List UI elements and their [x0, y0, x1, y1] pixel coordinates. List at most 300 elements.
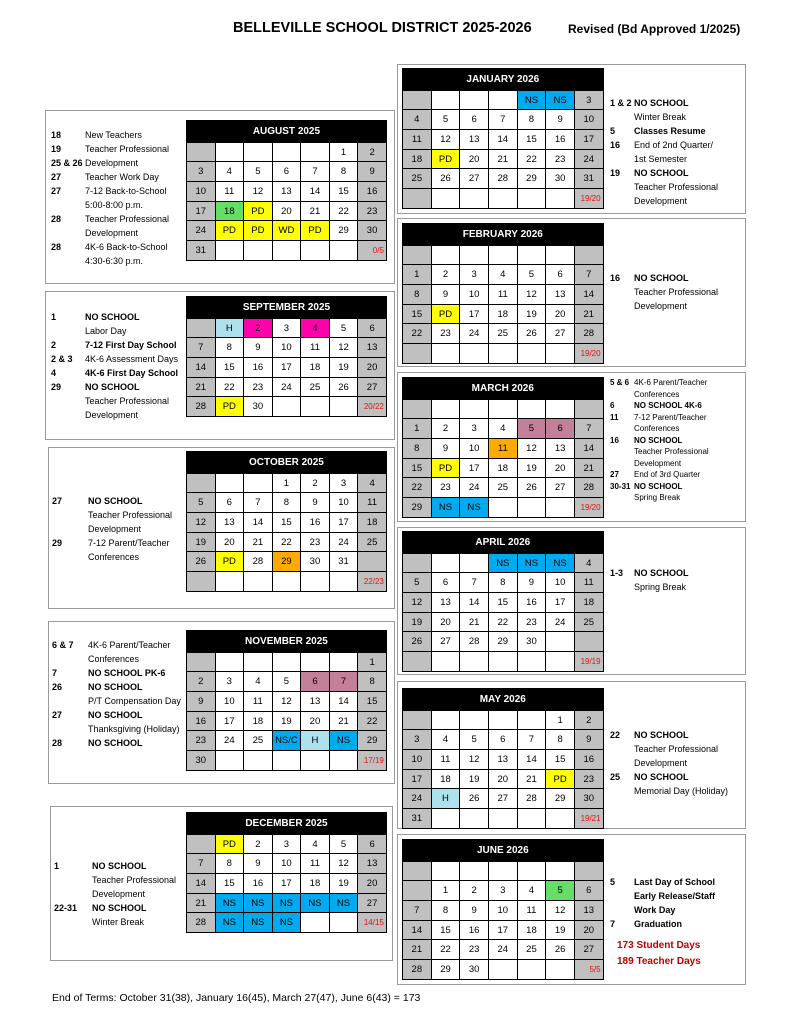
day-cell: 11	[301, 338, 330, 358]
day-count: 22/23	[358, 572, 387, 592]
day-cell: 15	[403, 304, 432, 324]
day-cell: 6	[546, 419, 575, 439]
event-row	[610, 412, 742, 424]
month-title: MARCH 2026	[403, 378, 604, 400]
day-cell	[460, 245, 489, 265]
event-row	[52, 708, 184, 722]
day-cell: 3	[215, 672, 244, 692]
event-text: 1st Semester	[634, 154, 688, 164]
event-text: NO SCHOOL	[88, 682, 143, 692]
day-cell: 29	[517, 169, 546, 189]
event-text: NO SCHOOL	[634, 772, 689, 782]
week-row	[403, 498, 604, 518]
day-cell: 13	[488, 750, 517, 770]
day-cell: PD	[244, 221, 273, 241]
day-cell: 26	[517, 324, 546, 344]
day-cell: 8	[329, 162, 358, 182]
event-text: 4K-6 Parent/Teacher	[88, 640, 171, 650]
day-cell: 8	[546, 730, 575, 750]
day-cell: 19	[403, 612, 432, 632]
day-cell: 6	[460, 110, 489, 130]
day-cell	[403, 652, 432, 672]
day-cell: 11	[403, 130, 432, 150]
week-row	[403, 901, 604, 921]
day-cell	[431, 710, 460, 730]
day-cell: NS	[517, 90, 546, 110]
event-text: Development	[634, 196, 688, 206]
day-cell: 20	[574, 920, 603, 940]
day-cell: 9	[431, 439, 460, 459]
day-cell: 15	[546, 750, 575, 770]
day-cell: 16	[301, 513, 330, 533]
day-cell: 7	[244, 493, 273, 513]
day-cell: PD	[431, 149, 460, 169]
event-row	[54, 873, 184, 887]
event-text: NO SCHOOL 4K-6	[634, 401, 702, 410]
day-cell: 7	[460, 573, 489, 593]
event-row	[610, 271, 740, 285]
day-cell: 9	[187, 692, 216, 712]
day-cell	[403, 189, 432, 209]
day-cell: 17	[574, 130, 603, 150]
event-row	[610, 285, 740, 299]
day-cell: NS	[272, 893, 301, 913]
day-cell: 7	[574, 419, 603, 439]
day-cell: 4	[488, 419, 517, 439]
day-cell: 17	[272, 358, 301, 378]
day-cell: 21	[244, 532, 273, 552]
event-date: 29	[52, 538, 63, 548]
event-row	[52, 666, 184, 680]
event-date	[610, 446, 634, 458]
day-cell: 17	[546, 593, 575, 613]
week-row	[403, 265, 604, 285]
day-cell	[488, 498, 517, 518]
event-date	[610, 742, 634, 756]
day-cell: 19	[517, 304, 546, 324]
day-cell: 14	[517, 750, 546, 770]
day-cell: 17	[329, 513, 358, 533]
day-cell: 7	[301, 162, 330, 182]
day-count: 0/5	[358, 241, 387, 261]
event-date	[610, 492, 634, 504]
day-cell: 29	[329, 221, 358, 241]
month-title: FEBRUARY 2026	[403, 224, 604, 246]
day-cell: 26	[517, 478, 546, 498]
day-cell	[215, 652, 244, 672]
day-cell	[403, 344, 432, 364]
event-text: Spring Break	[634, 582, 687, 592]
day-cell: 16	[574, 750, 603, 770]
day-cell: 28	[574, 324, 603, 344]
day-cell: 4	[215, 162, 244, 182]
event-date	[610, 784, 634, 798]
day-cell: 25	[488, 478, 517, 498]
event-date: 27	[52, 710, 63, 720]
day-cell	[517, 344, 546, 364]
event-date: 19	[51, 144, 62, 154]
day-cell: 13	[546, 439, 575, 459]
event-row	[610, 728, 740, 742]
day-cell: 28	[574, 478, 603, 498]
day-cell: NS/C	[272, 731, 301, 751]
week-row	[187, 731, 387, 751]
event-text: P/T Compensation Day	[88, 696, 181, 706]
day-cell: 28	[187, 913, 216, 933]
calendar-oct	[186, 451, 387, 592]
day-cell: 30	[187, 751, 216, 771]
event-row	[610, 469, 742, 481]
day-cell: 20	[546, 458, 575, 478]
day-cell: 9	[301, 493, 330, 513]
day-cell: NS	[244, 893, 273, 913]
event-text: NO SCHOOL	[634, 273, 689, 283]
calendar-jun	[402, 839, 604, 980]
day-cell	[517, 399, 546, 419]
day-cell: 14	[403, 920, 432, 940]
week-row	[187, 182, 387, 202]
day-cell: NS	[431, 498, 460, 518]
day-cell: 4	[488, 265, 517, 285]
day-cell: 14	[187, 874, 216, 894]
event-date	[51, 394, 85, 408]
day-cell	[460, 652, 489, 672]
event-date	[610, 180, 634, 194]
events-dec	[54, 859, 184, 929]
event-text: Thanksgiving (Holiday)	[88, 724, 180, 734]
event-date: 6	[610, 401, 615, 410]
week-row	[403, 769, 604, 789]
event-date: 27	[51, 186, 62, 196]
event-text: NO SCHOOL	[88, 710, 143, 720]
day-cell: 7	[517, 730, 546, 750]
event-row	[610, 770, 740, 784]
day-cell: 7	[187, 338, 216, 358]
day-cell	[301, 652, 330, 672]
day-cell	[301, 241, 330, 261]
event-row	[610, 152, 740, 166]
event-row	[610, 124, 740, 138]
event-text: NO SCHOOL	[92, 903, 147, 913]
day-cell	[517, 498, 546, 518]
week-row	[403, 399, 604, 419]
day-cell: 4	[517, 881, 546, 901]
day-cell: 31	[187, 241, 216, 261]
month-table	[186, 812, 387, 933]
week-row	[187, 377, 387, 397]
day-cell: 10	[574, 110, 603, 130]
day-cell	[403, 861, 432, 881]
event-date: 16	[610, 435, 619, 445]
day-cell: 24	[460, 324, 489, 344]
week-row	[187, 473, 387, 493]
day-cell	[329, 241, 358, 261]
day-cell: PD	[301, 221, 330, 241]
week-row	[403, 809, 604, 829]
event-date: 28	[52, 738, 63, 748]
event-date: 27	[610, 470, 619, 479]
event-row	[52, 652, 184, 666]
day-cell	[215, 572, 244, 592]
week-row	[403, 169, 604, 189]
day-count: 17/19	[358, 751, 387, 771]
day-cell	[431, 553, 460, 573]
day-cell	[460, 553, 489, 573]
day-cell: 21	[301, 201, 330, 221]
event-row	[52, 722, 184, 736]
day-cell: 30	[546, 169, 575, 189]
event-row	[51, 170, 183, 184]
event-date	[610, 903, 634, 917]
month-table	[186, 451, 387, 592]
day-cell	[358, 552, 387, 572]
event-date	[52, 508, 88, 522]
event-row	[610, 875, 740, 889]
event-row	[54, 887, 184, 901]
day-cell: 14	[244, 513, 273, 533]
event-row	[51, 352, 185, 366]
day-cell: NS	[546, 553, 575, 573]
day-cell: 12	[329, 854, 358, 874]
day-cell: 17	[460, 304, 489, 324]
day-cell: 11	[488, 439, 517, 459]
week-row	[403, 419, 604, 439]
week-row	[187, 711, 387, 731]
day-cell: 22	[272, 532, 301, 552]
day-cell: 18	[431, 769, 460, 789]
day-cell	[517, 710, 546, 730]
event-date	[52, 652, 88, 666]
event-text: Teacher Professional	[92, 875, 177, 885]
event-date	[52, 722, 88, 736]
day-cell: 19	[272, 711, 301, 731]
event-row	[52, 694, 184, 708]
day-cell	[488, 861, 517, 881]
week-row	[187, 913, 387, 933]
week-row	[403, 458, 604, 478]
day-cell: 11	[301, 854, 330, 874]
day-cell: 1	[403, 265, 432, 285]
event-date	[610, 389, 634, 401]
week-row	[187, 893, 387, 913]
events-apr	[610, 566, 740, 594]
day-cell: 24	[403, 789, 432, 809]
day-cell: 20	[215, 532, 244, 552]
event-row	[51, 408, 185, 422]
event-date: 7	[610, 919, 616, 929]
day-cell	[431, 245, 460, 265]
week-row	[403, 245, 604, 265]
day-cell: 24	[574, 149, 603, 169]
day-cell: 20	[488, 769, 517, 789]
day-cell: 23	[574, 769, 603, 789]
event-date: 7	[52, 668, 58, 678]
day-cell	[187, 652, 216, 672]
day-cell: 17	[488, 920, 517, 940]
week-row	[187, 358, 387, 378]
event-row	[51, 240, 183, 254]
day-cell: NS	[329, 893, 358, 913]
day-cell: 21	[403, 940, 432, 960]
day-cell: 5	[546, 881, 575, 901]
day-cell: 13	[460, 130, 489, 150]
event-text: NO SCHOOL	[85, 382, 140, 392]
event-row	[610, 377, 742, 389]
day-cell	[301, 913, 330, 933]
day-cell: 3	[187, 162, 216, 182]
event-row	[610, 435, 742, 447]
day-cell: 25	[488, 324, 517, 344]
day-cell: 19	[187, 532, 216, 552]
day-cell: 9	[244, 854, 273, 874]
day-cell	[460, 809, 489, 829]
event-date	[610, 756, 634, 770]
day-cell: 22	[517, 149, 546, 169]
day-cell: 11	[488, 285, 517, 305]
event-row	[610, 180, 740, 194]
revision-note: Revised (Bd Approved 1/2025)	[568, 22, 741, 36]
event-text: Classes Resume	[634, 126, 706, 136]
day-cell: 10	[272, 338, 301, 358]
day-cell: 17	[272, 874, 301, 894]
calendar-aug	[186, 120, 387, 261]
event-text: NO SCHOOL	[634, 568, 689, 578]
day-cell: 16	[187, 711, 216, 731]
event-text: Winter Break	[92, 917, 145, 927]
day-cell: 17	[403, 769, 432, 789]
day-cell	[329, 751, 358, 771]
day-cell: WD	[272, 221, 301, 241]
day-cell: NS	[517, 553, 546, 573]
day-cell: 13	[272, 182, 301, 202]
event-date	[610, 889, 634, 903]
day-cell: 26	[187, 552, 216, 572]
day-cell: 21	[488, 149, 517, 169]
day-cell: 15	[272, 513, 301, 533]
week-row	[187, 572, 387, 592]
event-row	[610, 96, 740, 110]
day-cell: 31	[329, 552, 358, 572]
day-cell: 10	[272, 854, 301, 874]
day-cell	[574, 399, 603, 419]
event-date	[54, 915, 92, 929]
event-date: 16	[610, 273, 621, 283]
day-cell: 1	[431, 881, 460, 901]
month-title: SEPTEMBER 2025	[187, 297, 387, 319]
event-text: Teacher Professional	[85, 214, 170, 224]
day-cell: 8	[272, 493, 301, 513]
day-cell: 27	[431, 632, 460, 652]
day-cell: 12	[431, 130, 460, 150]
week-row	[403, 730, 604, 750]
day-cell: 12	[329, 338, 358, 358]
day-cell: 27	[488, 789, 517, 809]
day-cell: 10	[546, 573, 575, 593]
calendar-mar	[402, 377, 604, 518]
day-cell: 15	[403, 458, 432, 478]
day-cell: 14	[488, 130, 517, 150]
event-row	[52, 680, 184, 694]
day-cell: 24	[460, 478, 489, 498]
event-row	[610, 492, 742, 504]
event-date	[51, 408, 85, 422]
event-text: Teacher Professional	[88, 510, 173, 520]
day-cell	[460, 710, 489, 730]
day-cell: 5	[244, 162, 273, 182]
day-cell	[488, 344, 517, 364]
week-row	[403, 920, 604, 940]
day-cell: 11	[244, 692, 273, 712]
day-cell	[272, 572, 301, 592]
calendar-may	[402, 688, 604, 829]
event-text: Teacher Professional	[85, 144, 170, 154]
week-row	[187, 338, 387, 358]
day-cell: 2	[244, 318, 273, 338]
day-cell: 5	[431, 110, 460, 130]
event-row	[610, 903, 740, 917]
events-oct	[52, 494, 184, 564]
event-date	[51, 198, 85, 212]
event-row	[610, 756, 740, 770]
day-cell	[488, 90, 517, 110]
day-cell: 19	[517, 458, 546, 478]
week-row	[403, 940, 604, 960]
day-cell: 27	[358, 377, 387, 397]
day-cell: 16	[244, 874, 273, 894]
day-cell	[517, 809, 546, 829]
day-cell	[215, 142, 244, 162]
month-table	[402, 839, 604, 980]
event-row	[51, 198, 183, 212]
event-row	[52, 536, 184, 550]
day-cell: 2	[574, 710, 603, 730]
event-row	[51, 226, 183, 240]
day-cell: 18	[488, 304, 517, 324]
day-cell: 10	[460, 285, 489, 305]
day-cell	[403, 245, 432, 265]
event-text: NO SCHOOL PK-6	[88, 668, 166, 678]
day-cell: 8	[358, 672, 387, 692]
event-text: 7-12 Back-to-School	[85, 186, 167, 196]
week-row	[403, 573, 604, 593]
day-cell: 22	[431, 940, 460, 960]
calendar-sep	[186, 296, 387, 417]
week-row	[403, 130, 604, 150]
day-cell	[431, 90, 460, 110]
day-cell: 25	[574, 612, 603, 632]
day-cell	[546, 399, 575, 419]
events-jun	[610, 875, 740, 931]
event-row	[51, 394, 185, 408]
day-cell	[272, 397, 301, 417]
month-table	[402, 223, 604, 364]
day-cell	[431, 399, 460, 419]
event-date: 28	[51, 214, 62, 224]
event-row	[54, 915, 184, 929]
day-cell: 25	[358, 532, 387, 552]
day-cell: 23	[460, 940, 489, 960]
event-date: 5	[610, 126, 616, 136]
day-cell: 12	[403, 593, 432, 613]
day-cell: 18	[244, 711, 273, 731]
day-cell: 9	[431, 285, 460, 305]
day-cell: 6	[574, 881, 603, 901]
event-text: 7-12 Parent/Teacher	[88, 538, 170, 548]
day-cell: 28	[244, 552, 273, 572]
day-cell: 8	[215, 854, 244, 874]
day-cell: 20	[546, 304, 575, 324]
day-cell: 5	[329, 318, 358, 338]
